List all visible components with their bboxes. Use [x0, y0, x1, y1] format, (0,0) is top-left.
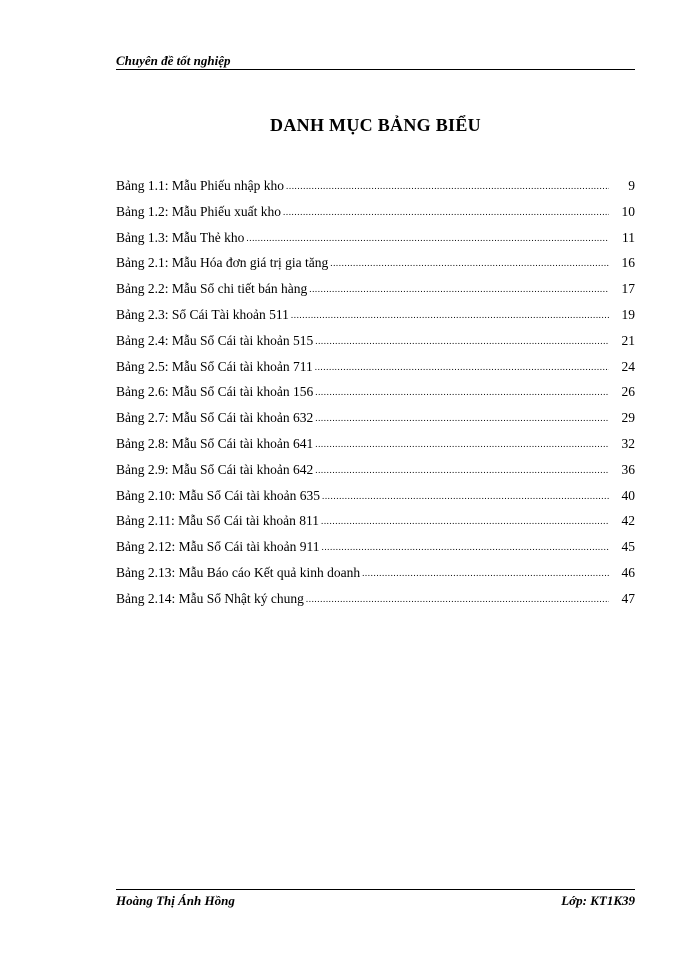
header-rule — [116, 69, 635, 70]
dot-leader — [315, 382, 609, 402]
table-list-item-label: Bảng 2.11: Mẫu Sổ Cái tài khoản 811 — [116, 513, 319, 529]
table-list-item-label: Bảng 2.2: Mẫu Sổ chi tiết bán hàng — [116, 281, 308, 297]
dot-leader — [315, 434, 609, 454]
table-list-item-page: 11 — [622, 229, 635, 245]
footer-rule — [116, 889, 635, 890]
table-list-item[interactable] — [116, 279, 635, 305]
table-list-item[interactable] — [116, 589, 635, 615]
table-list-item-label: Bảng 2.3: Sổ Cái Tài khoản 511 — [116, 306, 289, 322]
table-list-item[interactable] — [116, 486, 635, 512]
footer-class: Lớp: KT1K39 — [561, 893, 635, 908]
table-list-item[interactable] — [116, 537, 635, 563]
table-list-item-page: 16 — [621, 255, 635, 271]
table-list-item-page: 40 — [621, 487, 635, 503]
dot-leader — [322, 486, 609, 506]
table-list-item-label: Bảng 2.8: Mẫu Sổ Cái tài khoản 641 — [116, 435, 314, 451]
table-list-item[interactable] — [116, 382, 635, 408]
table-list — [116, 176, 635, 615]
dot-leader — [321, 511, 609, 531]
table-list-item[interactable] — [116, 305, 635, 331]
table-list-item-page: 10 — [621, 203, 635, 219]
table-list-item-label: Bảng 2.4: Mẫu Sổ Cái tài khoản 515 — [116, 332, 314, 348]
dot-leader — [330, 253, 609, 273]
table-list-item-page: 9 — [628, 178, 635, 193]
table-list-item-page: 19 — [621, 306, 635, 322]
table-list-item-page: 24 — [621, 358, 635, 374]
table-list-item[interactable] — [116, 434, 635, 460]
table-list-item-label: Bảng 2.5: Mẫu Sổ Cái tài khoản 711 — [116, 358, 313, 374]
table-list-item-label: Bảng 2.1: Mẫu Hóa đơn giá trị gia tăng — [116, 255, 329, 271]
table-list-item-page: 47 — [621, 590, 635, 606]
table-list-item-page: 36 — [621, 461, 635, 477]
table-list-item-label: Bảng 2.12: Mẫu Sổ Cái tài khoản 911 — [116, 539, 320, 555]
dot-leader — [283, 202, 609, 222]
table-list-item[interactable] — [116, 331, 635, 357]
table-list-item-page: 46 — [621, 564, 635, 580]
dot-leader — [286, 176, 609, 196]
table-list-item-label: Bảng 2.14: Mẫu Sổ Nhật ký chung — [116, 590, 304, 606]
table-list-item-page: 21 — [621, 332, 635, 348]
table-list-item-page: 17 — [621, 281, 635, 297]
dot-leader — [315, 460, 609, 480]
table-list-item-label: Bảng 2.7: Mẫu Sổ Cái tài khoản 632 — [116, 410, 314, 426]
table-list-item-label: Bảng 2.9: Mẫu Sổ Cái tài khoản 642 — [116, 461, 314, 477]
dot-leader — [315, 408, 609, 428]
dot-leader — [246, 228, 609, 248]
table-list-item-label: Bảng 2.6: Mẫu Sổ Cái tài khoản 156 — [116, 384, 314, 400]
dot-leader — [321, 537, 609, 557]
table-list-item[interactable] — [116, 511, 635, 537]
dot-leader — [309, 279, 609, 299]
dot-leader — [306, 589, 609, 609]
dot-leader — [315, 357, 609, 377]
table-list-item[interactable] — [116, 253, 635, 279]
dot-leader — [291, 305, 609, 325]
page-header — [116, 52, 635, 70]
dot-leader — [315, 331, 609, 351]
table-list-item-label: Bảng 1.2: Mẫu Phiếu xuất kho — [116, 203, 281, 219]
table-list-item[interactable] — [116, 176, 635, 202]
table-list-item-label: Bảng 1.3: Mẫu Thẻ kho — [116, 229, 245, 245]
table-list-item-page: 32 — [621, 435, 635, 451]
table-list-item-page: 42 — [621, 513, 635, 529]
page-title: DANH MỤC BẢNG BIỂU — [270, 115, 481, 135]
table-list-item[interactable] — [116, 228, 635, 254]
table-list-item[interactable] — [116, 202, 635, 228]
dot-leader — [362, 563, 609, 583]
table-list-item-page: 29 — [621, 410, 635, 426]
table-list-item-page: 26 — [621, 384, 635, 400]
table-list-item-page: 45 — [621, 539, 635, 555]
table-list-item[interactable] — [116, 460, 635, 486]
table-list-item[interactable] — [116, 357, 635, 383]
table-list-item-label: Bảng 1.1: Mẫu Phiếu nhập kho — [116, 178, 284, 193]
header-title: Chuyên đề tốt nghiệp — [116, 53, 231, 68]
page-footer — [116, 893, 635, 909]
table-list-item[interactable] — [116, 408, 635, 434]
table-list-item[interactable] — [116, 563, 635, 589]
table-list-item-label: Bảng 2.13: Mẫu Báo cáo Kết quả kinh doanh — [116, 564, 361, 580]
footer-author: Hoàng Thị Ánh Hồng — [116, 893, 235, 908]
table-list-item-label: Bảng 2.10: Mẫu Sổ Cái tài khoản 635 — [116, 487, 320, 503]
